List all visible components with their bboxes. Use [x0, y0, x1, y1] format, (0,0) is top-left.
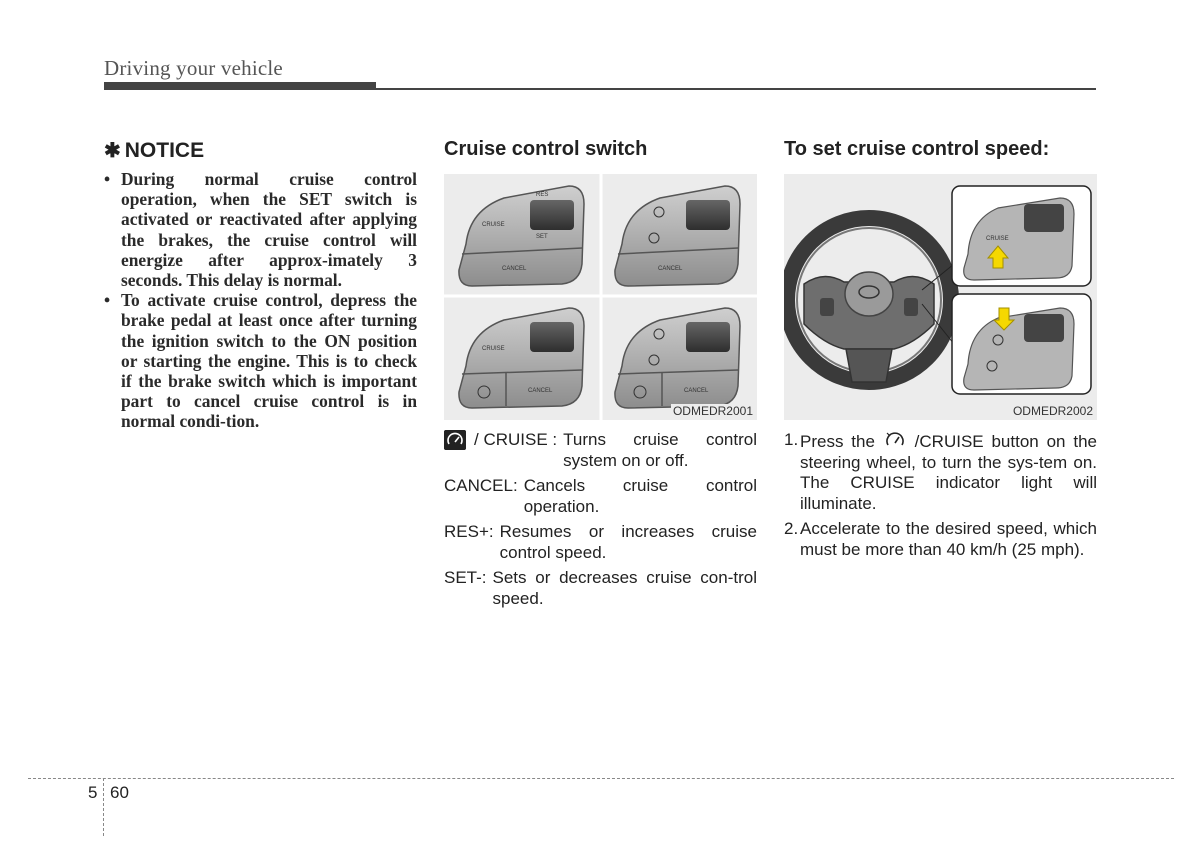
switch-definitions	[444, 430, 757, 609]
step-1	[784, 430, 1097, 514]
svg-text:CRUISE: CRUISE	[986, 236, 1009, 242]
svg-text:CANCEL: CANCEL	[684, 388, 709, 394]
step-text: Accelerate to the desired speed, which must be more than 40 km/h (25 mph).	[800, 519, 1097, 559]
notice-title: NOTICE	[124, 138, 205, 162]
set-speed-title: To set cruise control speed:	[784, 138, 1050, 160]
switch-section-title: Cruise control switch	[444, 138, 648, 160]
asterisk-icon: ✱	[104, 140, 121, 162]
step-text-pre: Press the	[800, 432, 875, 451]
switch-panel-icons	[615, 308, 740, 408]
steering-figure	[784, 174, 1097, 420]
definition-desc: Sets or decreases cruise con-trol speed.	[492, 568, 757, 608]
definition-term: CANCEL:	[444, 476, 518, 495]
footer-divider	[103, 778, 104, 836]
footer-rule	[28, 778, 1174, 779]
header-title: Driving your vehicle	[104, 56, 283, 80]
switch-panel-icon-cancel	[615, 186, 740, 286]
switch-figure	[444, 174, 757, 420]
page-header	[104, 56, 1096, 81]
cruise-icon	[444, 430, 466, 450]
set-speed-steps	[784, 430, 1097, 560]
step-2	[784, 519, 1097, 560]
definition-cruise	[444, 430, 757, 471]
figure-code: ODMEDR2001	[672, 404, 753, 418]
svg-text:SET: SET	[536, 234, 548, 240]
cruise-icon	[884, 430, 906, 450]
svg-text:CRUISE: CRUISE	[482, 222, 505, 228]
switch-panel-cruise-icon	[459, 308, 584, 408]
steering-wheel-illustration	[784, 174, 1097, 420]
step-number: 2.	[784, 519, 799, 538]
inset-set-press	[952, 294, 1091, 394]
switch-section	[444, 138, 757, 614]
definition-term: / CRUISE :	[474, 430, 558, 449]
header-bar	[104, 82, 376, 89]
definition-term: SET-:	[444, 568, 487, 587]
step-text-post: /CRUISE button on the steering wheel, to turn the sys-tem on. The CRUISE indicator light will illuminate.	[800, 432, 1097, 513]
notice-item: • To activate cruise control, depress the brake pedal at least once after turning the ignition switch to the ON position or starting the engine. This is to check if the brake switch which is important part to cancel cruise control is in normal condi-tion.	[104, 290, 417, 431]
svg-text:RES: RES	[536, 192, 549, 198]
definition-set	[444, 568, 757, 609]
svg-text:CRUISE: CRUISE	[482, 346, 505, 352]
notice-heading	[104, 138, 417, 163]
chapter-number: 5	[88, 783, 98, 802]
switch-panel-cruise-cancel	[459, 186, 584, 286]
notice-list	[104, 169, 417, 432]
definition-desc: Turns cruise control system on or off.	[563, 430, 757, 470]
notice-section	[104, 138, 417, 432]
definition-desc: Cancels cruise control operation.	[523, 476, 757, 516]
svg-text:CANCEL: CANCEL	[658, 266, 683, 272]
notice-item: • During normal cruise control operation, when the SET switch is activated or reactivated after applying the brakes, the cruise control will energize after approx-imately 3 seconds. This delay is normal.	[104, 169, 417, 290]
definition-desc: Resumes or increases cruise control speed.	[499, 522, 757, 562]
set-speed-section	[784, 138, 1097, 565]
definition-cancel	[444, 476, 757, 517]
switch-illustration	[444, 174, 757, 420]
inset-cruise-press	[952, 186, 1091, 286]
steering-wheel	[787, 218, 951, 382]
definition-res	[444, 522, 757, 563]
svg-text:CANCEL: CANCEL	[528, 388, 553, 394]
page-number: 60	[110, 783, 129, 802]
svg-text:CANCEL: CANCEL	[502, 266, 527, 272]
figure-code: ODMEDR2002	[1012, 404, 1093, 418]
step-number: 1.	[784, 430, 799, 449]
definition-term: RES+:	[444, 522, 494, 541]
